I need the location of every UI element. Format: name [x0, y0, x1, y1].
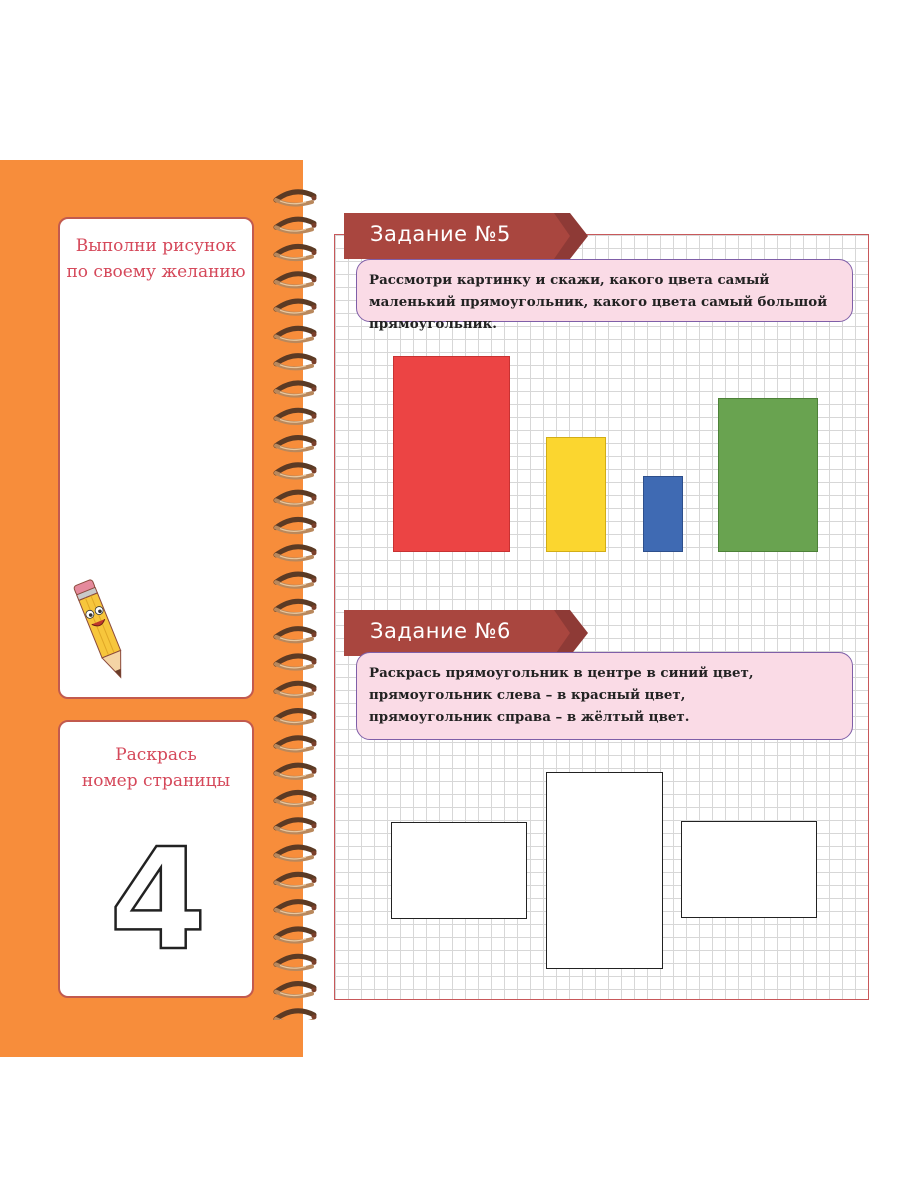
- spiral-ring: [276, 601, 317, 614]
- task6-instruction-bubble: [356, 652, 853, 740]
- right-rectangle-to-color[interactable]: [681, 821, 817, 918]
- spiral-ring: [276, 874, 317, 887]
- spiral-ring: [276, 356, 317, 369]
- spiral-ring: [276, 656, 317, 669]
- green-rectangle: [718, 398, 818, 552]
- task6-instruction-line: прямоугольник справа – в жёлтый цвет.: [369, 709, 690, 725]
- spiral-ring: [276, 847, 317, 860]
- spiral-ring: [276, 902, 317, 915]
- page-number-digit: 4: [109, 830, 207, 960]
- blue-rectangle: [643, 476, 683, 552]
- spiral-ring: [276, 383, 317, 396]
- page-number-title: Раскрась номер страницы: [81, 745, 231, 791]
- spiral-ring: [276, 820, 317, 833]
- spiral-ring: [276, 465, 317, 478]
- spiral-ring: [276, 711, 317, 724]
- pencil-mascot-icon: [72, 571, 132, 691]
- spiral-ring: [276, 274, 317, 287]
- spiral-ring: [276, 547, 317, 560]
- center-rectangle-to-color[interactable]: [546, 772, 663, 969]
- spiral-ring: [276, 410, 317, 423]
- task5-ribbon: [344, 213, 588, 259]
- red-rectangle: [393, 356, 510, 552]
- task5-instruction-bubble: [356, 259, 853, 332]
- page-number-panel: [58, 720, 254, 998]
- spiral-ring: [276, 519, 317, 532]
- free-drawing-panel: [58, 217, 254, 699]
- task6-instruction-line: прямоугольник слева – в красный цвет,: [369, 687, 686, 703]
- spiral-ring: [276, 328, 317, 341]
- task6-title: Задание №6: [370, 619, 511, 643]
- spiral-ring: [276, 492, 317, 505]
- spiral-ring: [276, 301, 317, 314]
- task6-instruction-line: Раскрась прямоугольник в центре в синий цвет,: [369, 665, 754, 681]
- spiral-ring: [276, 192, 317, 205]
- page-number-outline[interactable]: [108, 830, 208, 960]
- spiral-ring: [276, 683, 317, 696]
- left-rectangle-to-color[interactable]: [391, 822, 527, 919]
- spiral-ring: [276, 984, 317, 997]
- spiral-ring: [276, 1011, 317, 1020]
- free-drawing-title: Выполни рисунок по своему желанию: [66, 236, 246, 282]
- spiral-ring: [276, 438, 317, 451]
- yellow-rectangle: [546, 437, 606, 552]
- spiral-ring: [276, 792, 317, 805]
- task5-instruction: Рассмотри картинку и скажи, какого цвета самый маленький прямоугольник, какого цвета самый большой прямоугольник.: [369, 272, 828, 332]
- spiral-ring: [276, 956, 317, 969]
- spiral-ring: [276, 929, 317, 942]
- spiral-ring: [276, 246, 317, 259]
- task5-title: Задание №5: [370, 222, 511, 246]
- spiral-ring: [276, 738, 317, 751]
- spiral-ring: [276, 219, 317, 232]
- spiral-ring: [276, 574, 317, 587]
- spiral-ring: [276, 765, 317, 778]
- spiral-ring: [276, 629, 317, 642]
- task6-ribbon: [344, 610, 588, 656]
- spiral-binding: [270, 180, 320, 1020]
